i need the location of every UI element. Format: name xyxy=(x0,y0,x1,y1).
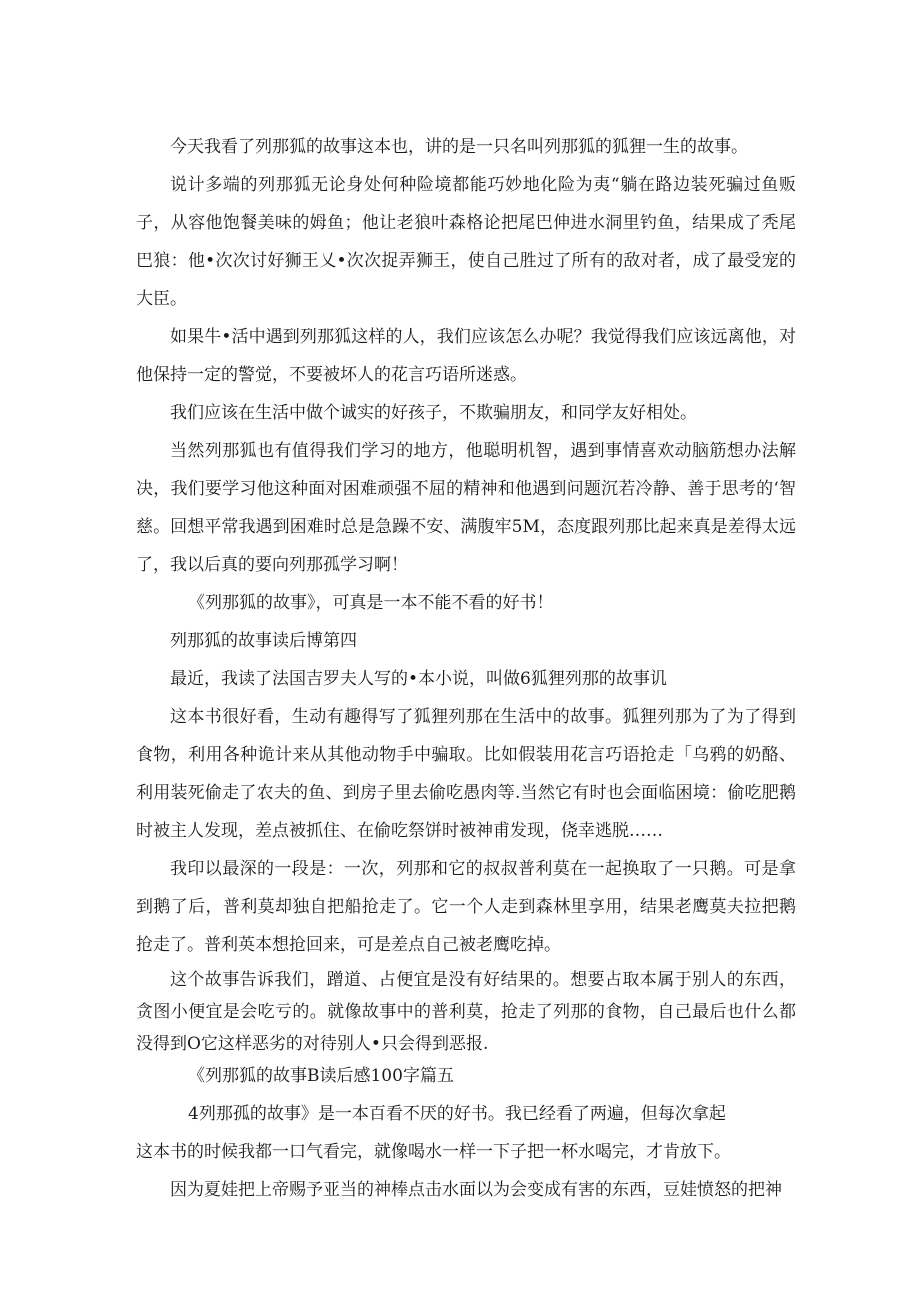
paragraph-9: 这本书很好看，生动有趣得写了狐狸列那在生活中的故事。狐狸列那为了为了得到食物，利用各种诡计来从其他动物手中骗取。比如假装用花言巧语抢走「乌鸦的奶酪、利用装死偷走了农夫的鱼、到房子里去偷吃愚肉等.当然它有时也会面临困境：偷吃肥鹅时被主人发现，差点被抓住、在偷吃祭饼时被神甫发现，侥幸逃脱…… xyxy=(136,707,796,841)
paragraph-5: 当然列那狐也有值得我们学习的地方，他聪明机智，遇到事情喜欢动脑筋想办法解决，我们要学习他这种面对困难顽强不屈的精神和他遇到问题沉若冷静、善于思考的‘智慈。回想平常我遇到困难时总是急躁不安、满腹牢5M，态度跟列那比起来真是差得太远了，我以后真的要向列那孤学习啊！ xyxy=(136,441,796,575)
paragraph-6: 《列那狐的故事》，可真是一本不能不看的好书！ xyxy=(188,593,554,613)
document-body xyxy=(136,128,796,1209)
section-heading-4: 列那狐的故事读后博第四 xyxy=(170,631,357,651)
paragraph-2: 说计多端的列那狐无论身处何种险境都能巧妙地化险为夷“躺在路边装死骗过鱼贩子，从容他饱餐美味的姆鱼；他让老狼叶森格论把尾巴伸进水洞里钓鱼，结果成了秃尾巴狼：他•次次讨好狮王乂•次次捉弄狮王，使自己胜过了所有的敌对者，成了最受宠的大臣。 xyxy=(136,175,796,309)
paragraph-3: 如果牛•活中遇到列那狐这样的人，我们应该怎么办呢？我觉得我们应该远离他，对他保持一定的警觉，不要被坏人的花言巧语所迷惑。 xyxy=(136,327,796,385)
paragraph-13-line-1: 4列那孤的故事》是一本百看不厌的好书。我已经看了两遍，但每次拿起 xyxy=(188,1104,726,1124)
paragraph-8: 最近，我读了法国吉罗夫人写的•本小说，叫做6狐狸列那的故事讥 xyxy=(170,669,667,689)
paragraph-11: 这个故事告诉我们，蹭道、占便宜是没有好结果的。想要占取本属于别人的东西，贪图小便宜是会吃亏的。就像故事中的普利莫，抢走了列那的食物，自己最后也什么都没得到O它这样恶劣的对待别人•只会得到恶报. xyxy=(136,970,796,1054)
paragraph-13-line-2: 这本书的时候我都一口气看完，就像喝水一样一下子把一杯水喝完，才肯放下。 xyxy=(136,1142,731,1162)
paragraph-4: 我们应该在生活中做个诚实的好孩子，不欺骗朋友，和同学友好相处。 xyxy=(170,403,697,423)
paragraph-14: 因为夏娃把上帝赐予亚当的神棒点击水面以为会变成有害的东西，豆娃愤怒的把神 xyxy=(170,1180,782,1200)
paragraph-10: 我印以最深的一段是：一次，列那和它的叔叔普利莫在一起换取了一只鹅。可是拿到鹅了后，普利莫却独自把船抢走了。它一个人走到森林里享用，结果老鹰莫夫拉把鹅抢走了。普利英本想抢回来，可是差点自己被老鹰吃掉。 xyxy=(136,859,796,955)
paragraph-1: 今天我看了列那狐的故事这本也，讲的是一只名叫列那狐的狐狸一生的故事。 xyxy=(170,137,748,157)
section-heading-5: 《列那狐的故事B读后感100字篇五 xyxy=(188,1066,454,1086)
